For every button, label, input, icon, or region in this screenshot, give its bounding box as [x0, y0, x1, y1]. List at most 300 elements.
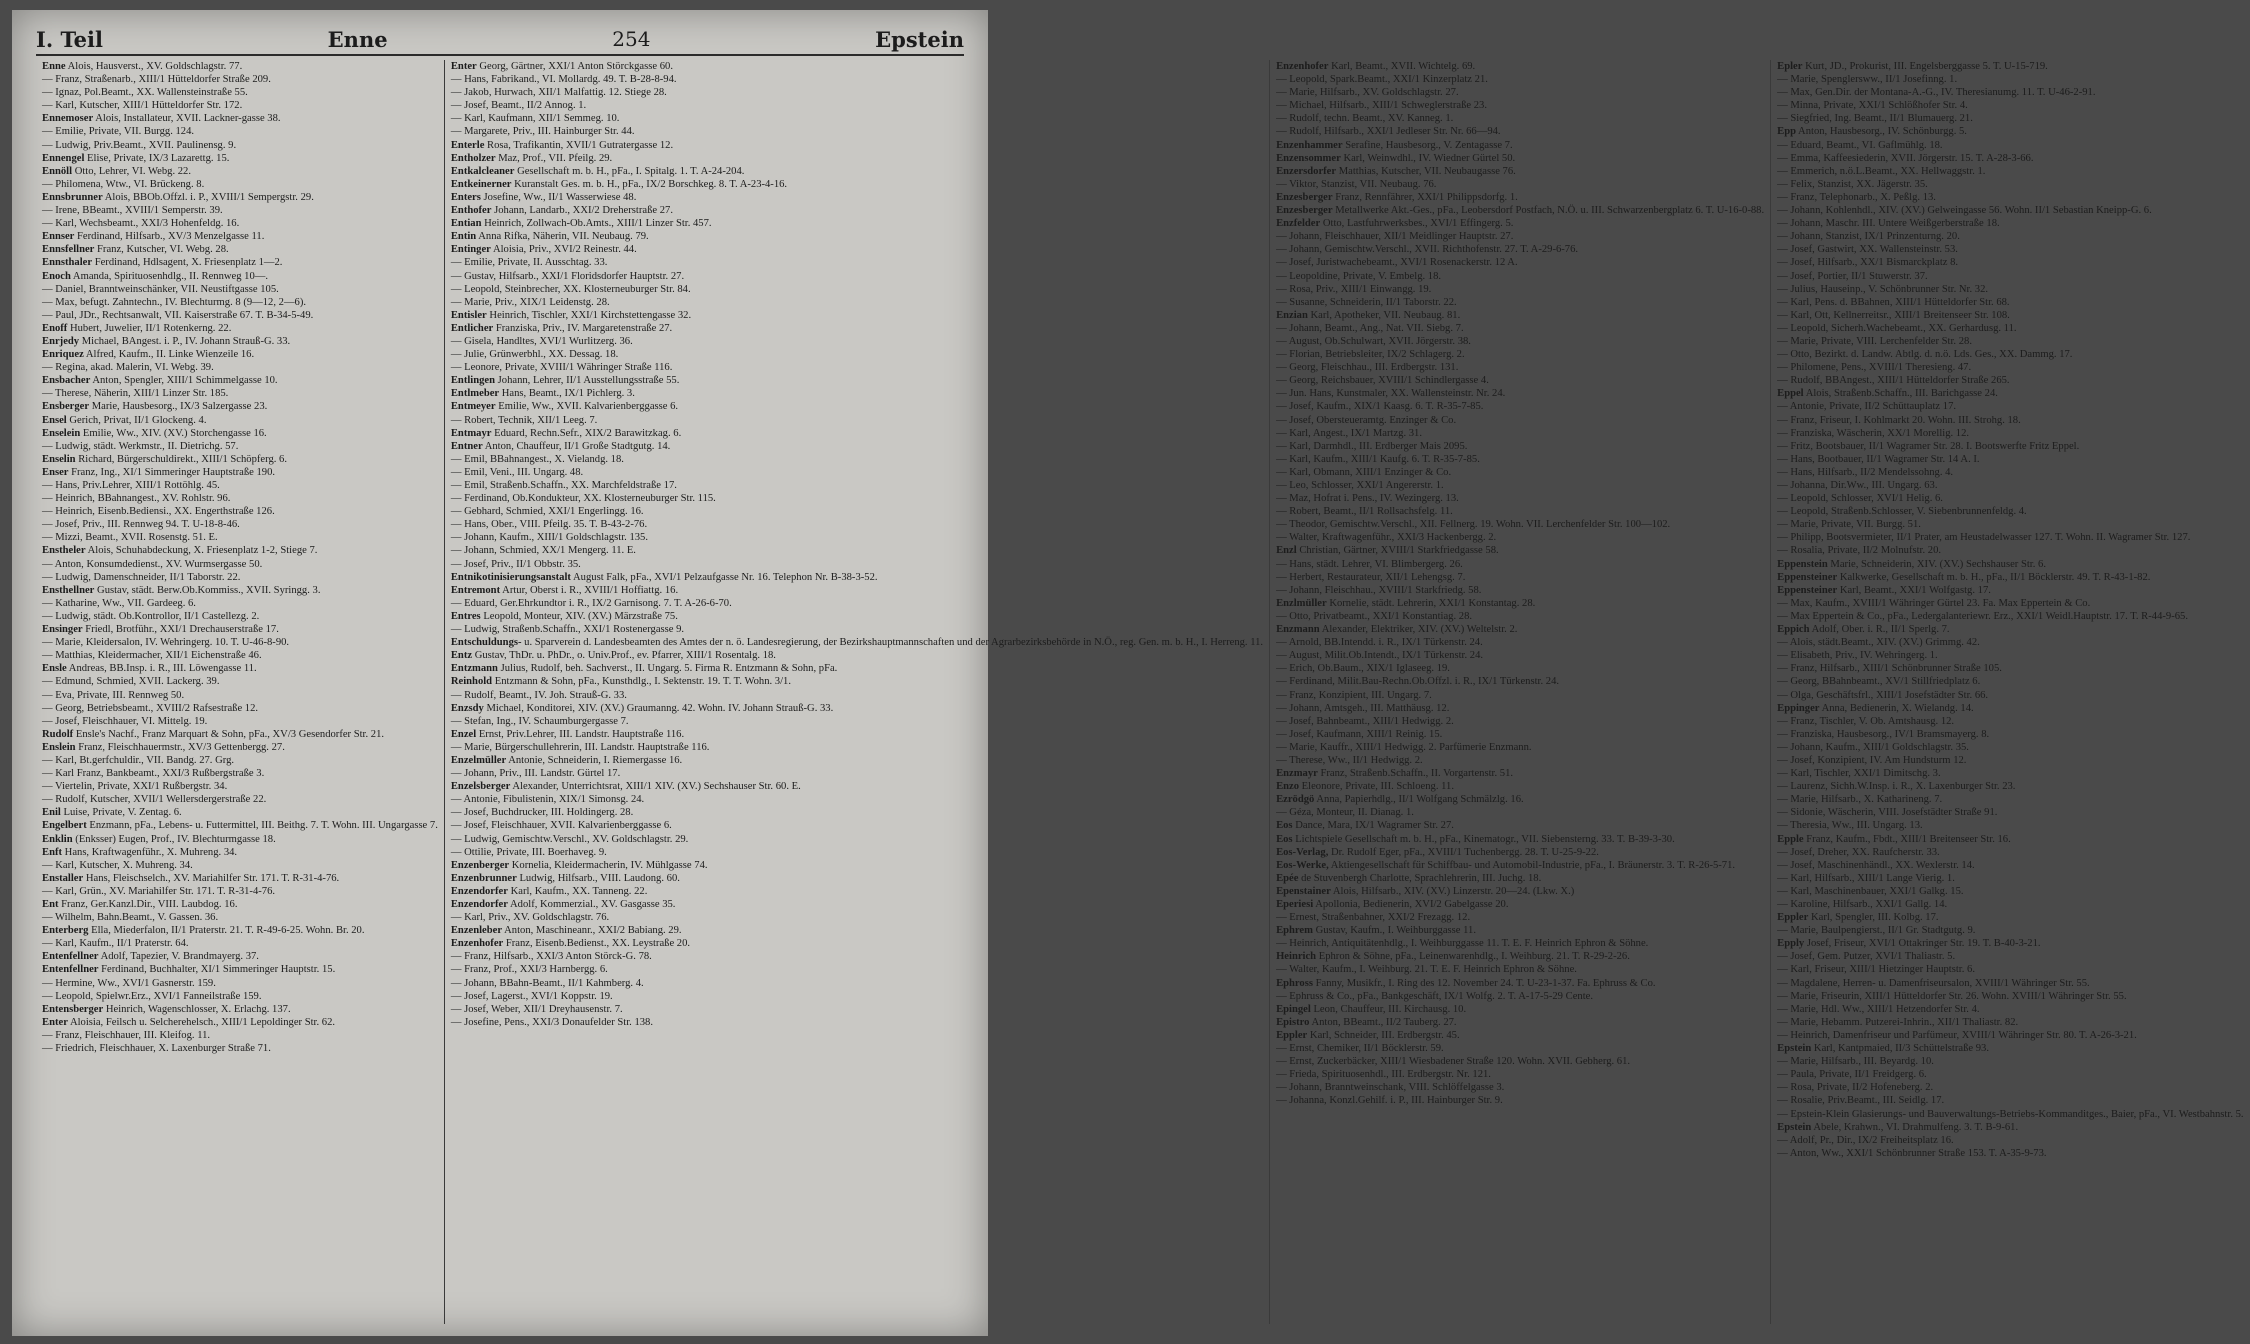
directory-entry: — Karl, Tischler, XXI/1 Dimitschg. 3. — [1777, 768, 1941, 780]
directory-entry: — Rudolf, BBAngest., XIII/1 Hütteldorfer Straße 265. — [1777, 375, 2010, 387]
directory-entry: — Marie, Hilfsarb., III. Beyardg. 10. — [1777, 1056, 1934, 1068]
directory-entry: Epler Kurt, JD., Prokurist, III. Engelsberggasse 5. T. U-15-719. — [1777, 61, 2048, 72]
directory-entry: Enzesberger Metallwerke Akt.-Ges., pFa., Leobersdorf Postfach, N.Ö. u. III. Schwarzenbergplatz 6. T. U-16-0-88. — [1276, 205, 1765, 217]
directory-entry: Eppensteiner Kalkwerke, Gesellschaft m. b. H., pFa., II/1 Böcklerstr. 49. T. R-43-1-82. — [1777, 571, 2151, 583]
directory-entry: — Heinrich, BBahnangest., XV. Rohlstr. 96. — [42, 493, 231, 505]
directory-entry: — Johann, Beamt., Ang., Nat. VII. Siebg. 7. — [1276, 322, 1464, 334]
directory-entry: — Emil, Veni., III. Ungarg. 48. — [450, 466, 584, 478]
directory-entry: — Hermine, Ww., XVI/1 Gasnerstr. 159. — [42, 977, 216, 989]
directory-entry: — Susanne, Schneiderin, II/1 Taborstr. 22. — [1276, 296, 1457, 308]
directory-entry: — Hans, Ober., VIII. Pfeilg. 35. T. B-43-2-76. — [450, 519, 648, 531]
directory-entry: — Georg, Reichsbauer, XVIII/1 Schindlergasse 4. — [1276, 375, 1489, 387]
directory-entry: — Leopold, Schlosser, XVI/1 Helig. 6. — [1777, 493, 1943, 505]
directory-entry: — Josef, Dreher, XX. Raufcherstr. 33. — [1777, 846, 1940, 858]
directory-entry: — Johanna, Konzl.Gehilf. i. P., III. Hainburger Str. 9. — [1276, 1095, 1503, 1107]
directory-entry: — Mizzi, Beamt., XVII. Rosenstg. 51. E. — [42, 532, 218, 544]
directory-entry: — Karl, Friseur, XIII/1 Hietzinger Hauptstr. 6. — [1777, 964, 1975, 976]
directory-entry: Entschuldungs- u. Sparverein d. Landesbeamten des Amtes der n. ö. Landesregierung, der Bezirkshauptmannschaften und der Agrarbezirksbehörde in N.Ö., reg. Gen. m. b. H., I. Herreng. 11. — [450, 637, 1264, 649]
directory-entry: — Karl, Wechsbeamt., XXI/3 Hohenfeldg. 16. — [42, 218, 240, 230]
directory-entry: — Fritz, Bootsbauer, II/1 Wagramer Str. 28. I. Bootswerfte Fritz Eppel. — [1777, 440, 2080, 452]
directory-entry: Enne Alois, Hausverst., XV. Goldschlagstr. 77. — [42, 61, 243, 72]
directory-entry: Eos-Verlag, Dr. Rudolf Eger, pFa., XVIII/1 Tuchenbergg. 28. T. U-25-9-22. — [1276, 846, 1599, 858]
directory-entry: Entlingen Johann, Lehrer, II/1 Ausstellungsstraße 55. — [450, 375, 680, 387]
directory-entry: — Johanna, Dir.Ww., III. Ungarg. 63. — [1777, 480, 1938, 491]
directory-entry: Epée de Stuvenbergh Charlotte, Sprachlehrerin, III. Juchg. 18. — [1276, 872, 1542, 884]
directory-entry: Eppensteiner Karl, Beamt., XXI/1 Wolfgastg. 17. — [1777, 584, 1991, 596]
directory-entry: — Ephruss & Co., pFa., Bankgeschäft, IX/1 Wolfg. 2. T. A-17-5-29 Cente. — [1276, 990, 1593, 1002]
directory-entry: — Hans, Fabrikand., VI. Mollardg. 49. T. B-28-8-94. — [450, 74, 677, 86]
directory-entry: — Karl, Kutscher, XIII/1 Hütteldorfer Str. 172. — [42, 100, 243, 112]
directory-entry: Entmeyer Emilie, Ww., XVII. Kalvarienberggasse 6. — [450, 401, 679, 413]
directory-entry: — Karl, Kaufmann, XII/1 Semmeg. 10. — [450, 113, 620, 125]
directory-entry: Enzendorfer Karl, Kaufm., XX. Tanneng. 22. — [450, 885, 648, 897]
directory-entry: — Paul, JDr., Rechtsanwalt, VII. Kaiserstraße 67. T. B-34-5-49. — [42, 309, 314, 321]
directory-entry: Enklin (Enksser) Eugen, Prof., IV. Blechturmgasse 18. — [42, 833, 276, 845]
directory-entry: Enzmann Alexander, Elektriker, XIV. (XV.) Weltelstr. 2. — [1276, 624, 1518, 636]
directory-entry: — Eduard, Beamt., VI. Gaflmühlg. 18. — [1777, 139, 1943, 151]
directory-entry: Epstein Karl, Kantpmaied, II/3 Schüttelstraße 93. — [1777, 1043, 1989, 1055]
directory-entry: Entnikotinisierungsanstalt August Falk, pFa., XVI/1 Pelzaufgasse Nr. 16. Telephon Nr. B-38-3-52. — [450, 571, 878, 583]
directory-entry: — Ferdinand, Ob.Kondukteur, XX. Klosterneuburger Str. 115. — [450, 493, 716, 505]
directory-entry: Ennengel Elise, Private, IX/3 Lazarettg. 15. — [42, 152, 230, 164]
directory-entry: — Hans, Hilfsarb., II/2 Mendelssohng. 4. — [1777, 466, 1954, 478]
directory-entry: Ensle Andreas, BB.Insp. i. R., III. Löwengasse 11. — [42, 663, 257, 675]
directory-entry: Rudolf Ensle's Nachf., Franz Marquart & Sohn, pFa., XV/3 Gesendorfer Str. 21. — [42, 728, 385, 740]
directory-entry: Entremont Artur, Oberst i. R., XVIII/1 Hoffiattg. 16. — [450, 584, 679, 596]
directory-entry: Ennser Ferdinand, Hilfsarb., XV/3 Menzelgasse 11. — [42, 231, 265, 243]
directory-entry: — Karl, Priv., XV. Goldschlagstr. 76. — [450, 912, 610, 924]
directory-entry: — Ernst, Chemiker, II/1 Böcklerstr. 59. — [1276, 1043, 1444, 1055]
directory-entry: Enslein Franz, Fleischhauermstr., XV/3 Gettenbergg. 27. — [42, 741, 285, 753]
directory-entry: — Heinrich, Eisenb.Bediensi., XX. Engerthstraße 126. — [42, 506, 275, 518]
directory-entry: — Marie, Kauffr., XIII/1 Hedwigg. 2. Parfümerie Enzmann. — [1276, 741, 1532, 753]
directory-entry: — Rosa, Private, II/2 Hofeneberg. 2. — [1777, 1082, 1934, 1094]
directory-entry: — Ottilie, Private, III. Boerhaveg. 9. — [450, 846, 607, 858]
directory-entry: Heinrich Ephron & Söhne, pFa., Leinenwarenhdlg., I. Weihburg. 21. T. R-29-2-26. — [1276, 951, 1630, 963]
directory-entry: — Herbert, Restaurateur, XII/1 Lehengsg. 7. — [1276, 571, 1466, 583]
directory-entry: — Walter, Kraftwagenführ., XXI/3 Hackenbergg. 2. — [1276, 532, 1497, 544]
directory-entry: — Florian, Betriebsleiter, IX/2 Schlagerg. 2. — [1276, 349, 1465, 361]
directory-entry: — Franziska, Hausbesorg., IV/1 Bramsmayerg. 8. — [1777, 728, 1990, 740]
directory-entry: — Epstein-Klein Glasierungs- und Bauverwaltungs-Betriebs-Kommanditges., Baier, pFa., VI. Westbahnstr. 5. — [1777, 1108, 2244, 1120]
directory-entry: Epstein Abele, Krahwn., VI. Drahmulfeng. 3. T. B-9-61. — [1777, 1121, 2019, 1133]
directory-entry: — Hans, Priv.Lehrer, XIII/1 Rottöhlg. 45. — [42, 480, 220, 491]
directory-entry: — Stefan, Ing., IV. Schaumburgergasse 7. — [450, 715, 629, 727]
directory-entry: — Laurenz, Sichh.W.Insp. i. R., X. Laxenburger Str. 23. — [1777, 781, 2016, 793]
directory-entry: — Siegfried, Ing. Beamt., II/1 Blumauerg. 21. — [1777, 113, 1973, 125]
directory-entry: — Franz, Hilfsarb., XIII/1 Schönbrunner Straße 105. — [1777, 663, 2002, 675]
directory-entry: — Otto, Bezirkt. d. Landw. Abtlg. d. n.ö. Lds. Ges., XX. Dammg. 17. — [1777, 349, 2073, 361]
directory-entry: Enzersdorfer Matthias, Kutscher, VII. Neubaugasse 76. — [1276, 165, 1516, 177]
directory-columns — [36, 60, 2244, 1324]
directory-entry: — Ludwig, Priv.Beamt., XVII. Paulinensg. 9. — [42, 139, 237, 151]
directory-entry: — Heinrich, Damenfriseur und Parfümeur, XVIII/1 Währinger Str. 80. T. A-26-3-21. — [1777, 1029, 2137, 1041]
directory-entry: — Johann, Kohlenhdl., XIV. (XV.) Gelweingasse 56. Wohn. II/1 Sebastian Kneipp-G. 6. — [1777, 205, 2152, 217]
directory-entry: — Heinrich, Antiquitätenhdlg., I. Weihburggasse 11. T. E. F. Heinrich Ephron & Söhne. — [1276, 938, 1649, 950]
directory-entry: Enoch Amanda, Spirituosenhdlg., II. Rennweg 10—. — [42, 270, 268, 282]
directory-entry: — Karl, Hilfsarb., XIII/1 Lange Vierig. 1. — [1777, 872, 1955, 884]
directory-entry: — Therese, Ww., II/1 Hedwigg. 2. — [1276, 754, 1423, 766]
directory-entry: — Katharine, Ww., VII. Gardeeg. 6. — [42, 597, 196, 609]
directory-entry: — Ludwig, Damenschneider, II/1 Taborstr. 22. — [42, 571, 241, 583]
directory-entry: — Josef, Konzipient, IV. Am Hundsturm 12. — [1777, 754, 1967, 766]
directory-entry: — Marie, Private, VIII. Lerchenfelder Str. 28. — [1777, 335, 1972, 347]
directory-entry: — Marie, Private, VII. Burgg. 51. — [1777, 519, 1921, 531]
directory-entry: — Theodor, Gemischtw.Verschl., XII. Fellnerg. 19. Wohn. VII. Lerchenfelder Str. 100—102. — [1276, 519, 1671, 531]
directory-entry: — Johann, Amtsgeh., III. Matthäusg. 12. — [1276, 702, 1450, 714]
directory-entry: — Hans, Bootbauer, II/1 Wagramer Str. 14 A. I. — [1777, 453, 1980, 465]
directory-entry: — Frieda, Spirituosenhdl., III. Erdbergstr. Nr. 121. — [1276, 1069, 1491, 1081]
directory-entry: — Felix, Stanzist, XX. Jägerstr. 35. — [1777, 178, 1928, 190]
directory-entry: Entenfellner Ferdinand, Buchhalter, XI/1 Simmeringer Hauptstr. 15. — [42, 964, 336, 976]
directory-entry: — Ernest, Straßenbahner, XXI/2 Frezagg. 12. — [1276, 912, 1471, 924]
directory-entry: Enzenhofer Karl, Beamt., XVII. Wichtelg. 69. — [1276, 61, 1476, 72]
directory-entry: — Marie, Hilfsarb., X. Katharineng. 7. — [1777, 794, 1943, 806]
directory-entry: — Ludwig, städt. Ob.Kontrollor, II/1 Castellezg. 2. — [42, 610, 260, 622]
directory-entry: — Georg, BBahnbeamt., XV/1 Stillfriedplatz 6. — [1777, 676, 1981, 688]
directory-entry: — Karl, Kaufm., II/1 Praterstr. 64. — [42, 938, 189, 950]
directory-entry: — Josef, Kaufmann, XIII/1 Reinig. 15. — [1276, 728, 1443, 740]
directory-entry: — Marie, Bürgerschullehrerin, III. Landstr. Hauptstraße 116. — [450, 741, 710, 753]
directory-entry: Ensbacher Anton, Spengler, XIII/1 Schimmelgasse 10. — [42, 375, 278, 387]
directory-entry: Epply Josef, Friseur, XVI/1 Ottakringer Str. 19. T. B-40-3-21. — [1777, 938, 2041, 950]
directory-entry: Enzenhofer Franz, Eisenb.Bedienst., XX. Leystraße 20. — [450, 938, 691, 950]
directory-entry: — Erich, Ob.Baum., XIX/1 Iglaseeg. 19. — [1276, 663, 1450, 675]
directory-entry: Entholzer Maz, Prof., VII. Pfeilg. 29. — [450, 152, 613, 164]
directory-entry: — Ludwig, städt. Werkmstr., II. Dietrichg. 57. — [42, 440, 239, 452]
directory-entry: — Marie, Friseurin, XIII/1 Hütteldorfer Str. 26. Wohn. XVIII/1 Währinger Str. 55. — [1777, 990, 2127, 1002]
directory-entry: Enzo Eleonore, Private, III. Schloeng. 11. — [1276, 781, 1454, 793]
directory-entry: Enzel Ernst, Priv.Lehrer, III. Landstr. Hauptstraße 116. — [450, 728, 685, 740]
directory-entry: — Theresia, Ww., III. Ungarg. 13. — [1777, 820, 1923, 832]
directory-entry: Eppler Karl, Spengler, III. Kolbg. 17. — [1777, 912, 1939, 924]
directory-entry: — Emilie, Private, II. Ausschtag. 33. — [450, 257, 608, 269]
directory-entry: — Max, Gen.Dir. der Montana-A.-G., IV. Theresianumg. 11. T. U-46-2-91. — [1777, 87, 2096, 99]
directory-entry: Epingel Leon, Chauffeur, III. Kirchausg. 10. — [1276, 1003, 1467, 1015]
directory-entry: — Anton, Ww., XXI/1 Schönbrunner Straße 153. T. A-35-9-73. — [1777, 1147, 2047, 1159]
directory-entry: Entmayr Eduard, Rechn.Sefr., XIX/2 Barawitzkag. 6. — [450, 427, 682, 439]
directory-entry: Ennemoser Alois, Installateur, XVII. Lackner-gasse 38. — [42, 113, 281, 125]
directory-entry: — Antonie, Fibulistenin, XIX/1 Simonsg. 24. — [450, 794, 645, 806]
directory-entry: Entlicher Franziska, Priv., IV. Margaretenstraße 27. — [450, 322, 673, 334]
directory-entry: Entensberger Heinrich, Wagenschlosser, X. Erlachg. 137. — [42, 1003, 291, 1015]
directory-entry: Eperiesi Apollonia, Bedienerin, XVI/2 Gabelgasse 20. — [1276, 899, 1509, 910]
first-name-heading: Enne — [327, 26, 388, 52]
directory-entry: — Philipp, Bootsvermieter, II/1 Prater, am Heustadelwasser 127. T. Wohn. II. Wagramer Str. 127. — [1777, 532, 2191, 544]
directory-entry: — Michael, Hilfsarb., XIII/1 Schweglerstraße 23. — [1276, 100, 1487, 112]
directory-entry: Entian Heinrich, Zollwach-Ob.Amts., XIII/1 Linzer Str. 457. — [450, 218, 712, 230]
directory-entry: Enthofer Johann, Landarb., XXI/2 Dreherstraße 27. — [450, 205, 673, 217]
directory-page — [12, 10, 2244, 1336]
directory-entry: Ent Franz, Ger.Kanzl.Dir., VIII. Laubdog. 16. — [42, 899, 238, 910]
directory-entry: Enzfelder Otto, Lastfuhrwerksbes., XVI/1 Effingerg. 5. — [1276, 218, 1514, 230]
directory-entry: Enzensommer Karl, Weinwdhl., IV. Wiedner Gürtel 50. — [1276, 152, 1516, 164]
directory-entry: Enser Franz, Ing., XI/1 Simmeringer Hauptstraße 190. — [42, 466, 276, 478]
directory-entry: — Regina, akad. Malerin, VI. Webg. 39. — [42, 362, 214, 374]
directory-entry: — Leopold, Spark.Beamt., XXI/1 Kinzerplatz 21. — [1276, 74, 1488, 86]
directory-entry: — Josef, Kaufm., XIX/1 Kaasg. 6. T. R-35-7-85. — [1276, 401, 1484, 413]
directory-entry: Enzl Christian, Gärtner, XVIII/1 Starkfriedgasse 58. — [1276, 545, 1499, 557]
directory-entry: Ensinger Friedl, Brotführ., XXI/1 Drechauserstraße 17. — [42, 624, 279, 636]
directory-entry: Enrjedy Michael, BAngest. i. P., IV. Johann Strauß-G. 33. — [42, 335, 291, 347]
directory-entry: — Josef, Portier, II/1 Stuwerstr. 37. — [1777, 270, 1928, 282]
directory-entry: — Robert, Technik, XII/1 Leeg. 7. — [450, 414, 598, 426]
directory-entry: Ezrödgö Anna, Papierhdlg., II/1 Wolfgang Schmälzlg. 16. — [1276, 794, 1524, 806]
column-1 — [36, 60, 445, 1324]
directory-entry: Eppel Alois, Straßenb.Schaffn., III. Barichgasse 24. — [1777, 388, 1998, 400]
directory-entry: — Matthias, Kleidermacher, XII/1 Eichenstraße 46. — [42, 650, 262, 662]
directory-entry: Enter Georg, Gärtner, XXI/1 Anton Störckgasse 60. — [450, 61, 673, 72]
directory-entry: Ennsthaler Ferdinand, Hdlsagent, X. Friesenplatz 1—2. — [42, 257, 283, 269]
directory-entry: — Josef, Fleischhauer, VI. Mittelg. 19. — [42, 715, 208, 727]
directory-entry: — Rudolf, Kutscher, XVII/1 Wellersdergerstraße 22. — [42, 794, 267, 806]
directory-entry: — Johann, Branntweinschank, VIII. Schlöffelgasse 3. — [1276, 1082, 1505, 1094]
directory-entry: Enstaller Hans, Fleischselch., XV. Mariahilfer Str. 171. T. R-31-4-76. — [42, 872, 340, 884]
directory-entry: — Anton, Konsumdedienst., XV. Wurmsergasse 50. — [42, 558, 263, 570]
directory-entry: — Marie, Priv., XIX/1 Leidenstg. 28. — [450, 296, 610, 308]
directory-entry: — Rudolf, Hilfsarb., XXI/1 Jedleser Str. Nr. 66—94. — [1276, 126, 1501, 138]
directory-entry: Epple Franz, Kaufm., Fbdt., XIII/1 Breitenseer Str. 16. — [1777, 833, 2011, 845]
directory-entry: Eos Lichtspiele Gesellschaft m. b. H., pFa., Kinematogr., VII. Siebensterng. 33. T. B-39-3-30. — [1276, 833, 1675, 845]
directory-entry: — Josef, Priv., III. Rennweg 94. T. U-18-8-46. — [42, 519, 240, 531]
directory-entry: — Margarete, Priv., III. Hainburger Str. 44. — [450, 126, 635, 138]
directory-entry: Enzenhammer Serafine, Hausbesorg., V. Zentagasse 7. — [1276, 139, 1513, 151]
directory-entry: — Therese, Näherin, XIII/1 Linzer Str. 185. — [42, 388, 229, 400]
directory-entry: — Josef, Juristwachebeamt., XVI/1 Rosenackerstr. 12 A. — [1276, 257, 1518, 269]
directory-entry: Eppinger Anna, Bedienerin, X. Wielandg. 14. — [1777, 702, 1974, 714]
directory-entry: Enstheler Alois, Schuhabdeckung, X. Friesenplatz 1-2, Stiege 7. — [42, 545, 318, 557]
directory-entry: — Viertelin, Private, XXI/1 Rußbergstr. 34. — [42, 781, 228, 793]
directory-entry: — Karl, Obmann, XIII/1 Enzinger & Co. — [1276, 466, 1452, 478]
directory-entry: — Josef, Lagerst., XVI/1 Koppstr. 19. — [450, 990, 613, 1002]
directory-entry: Enzian Karl, Apotheker, VII. Neubaug. 81. — [1276, 309, 1461, 321]
directory-entry: — Karl, Angest., IX/1 Martzg. 31. — [1276, 427, 1422, 439]
directory-entry: — Rudolf, techn. Beamt., XV. Kanneg. 1. — [1276, 113, 1454, 125]
directory-entry: Enzmayr Franz, Straßenb.Schaffn., II. Vorgartenstr. 51. — [1276, 768, 1514, 780]
directory-entry: Eppler Karl, Schneider, III. Erdbergstr. 45. — [1276, 1029, 1460, 1041]
directory-entry: Entkalcleaner Gesellschaft m. b. H., pFa., I. Spitalg. 1. T. A-24-204. — [450, 165, 745, 177]
directory-entry: — Josef, Buchdrucker, III. Holdingerg. 28. — [450, 807, 634, 819]
directory-entry: — Magdalene, Herren- u. Damenfriseursalon, XVIII/1 Währinger Str. 55. — [1777, 977, 2090, 989]
directory-entry: Enselin Richard, Bürgerschuldirekt., XIII/1 Schöpferg. 6. — [42, 453, 287, 465]
directory-entry: Enzsdy Michael, Konditorei, XIV. (XV.) Graumanng. 42. Wohn. IV. Johann Strauß-G. 33. — [450, 702, 834, 714]
directory-entry: — Gustav, Hilfsarb., XXI/1 Floridsdorfer Hauptstr. 27. — [450, 270, 685, 282]
directory-entry: — Franz, Hilfsarb., XXI/3 Anton Störck-G. 78. — [450, 951, 652, 963]
directory-entry: Ensberger Marie, Hausbesorg., IX/3 Salzergasse 23. — [42, 401, 268, 413]
directory-entry: — Franz, Prof., XXI/3 Harnbergg. 6. — [450, 964, 608, 976]
directory-entry: — Daniel, Branntweinschänker, VII. Neustiftgasse 105. — [42, 283, 279, 295]
directory-entry: — Edmund, Schmied, XVII. Lackerg. 39. — [42, 676, 220, 688]
directory-entry: Enft Hans, Kraftwagenführ., X. Muhreng. 34. — [42, 846, 238, 858]
directory-entry: — Josef, Maschinenhändl., XX. Wexlerstr. 14. — [1777, 859, 1975, 871]
directory-entry: — Johann, Fleischhau., XVIII/1 Starkfriedg. 58. — [1276, 584, 1482, 596]
directory-entry: Entkeinerner Kuranstalt Ges. m. b. H., pFa., IX/2 Borschkeg. 8. T. A-23-4-16. — [450, 178, 788, 190]
directory-entry: — Eduard, Ger.Ehrkundtor i. R., IX/2 Garnisong. 7. T. A-26-6-70. — [450, 597, 732, 609]
directory-entry: Enterberg Ella, Miederfalon, II/1 Praterstr. 21. T. R-49-6-25. Wohn. Br. 20. — [42, 925, 365, 937]
directory-entry: Enzelmüller Antonie, Schneiderin, I. Riemergasse 16. — [450, 754, 683, 766]
directory-entry: — Robert, Beamt., II/1 Rollsachsfelg. 11. — [1276, 506, 1453, 518]
directory-entry: — Josef, Hilfsarb., XX/1 Bismarckplatz 8. — [1777, 257, 1959, 269]
directory-entry: — Johann, Kaufm., XIII/1 Goldschlagstr. 135. — [450, 532, 648, 544]
directory-entry: — Marie, Spenglersww., II/1 Josefinng. 1. — [1777, 74, 1958, 86]
directory-entry: Enterle Rosa, Trafikantin, XVII/1 Gutratergasse 12. — [450, 139, 674, 151]
directory-entry: — Josef, Priv., II/1 Obbstr. 35. — [450, 558, 581, 570]
directory-entry: — Emil, BBahnangest., X. Vielandg. 18. — [450, 453, 624, 465]
directory-entry: — Marie, Kleidersalon, IV. Wehringerg. 10. T. U-46-8-90. — [42, 637, 290, 649]
directory-entry: — Georg, Fleischhau., III. Erdbergstr. 131. — [1276, 362, 1459, 374]
directory-entry: — Karl, Ott, Kellnerreitsr., XIII/1 Breitenseer Str. 108. — [1777, 309, 2010, 321]
directory-entry: Enzesberger Franz, Rennfährer, XXI/1 Philippsdorfg. 1. — [1276, 191, 1518, 203]
directory-entry: Eos-Werke, Aktiengesellschaft für Schiffbau- und Automobil-Industrie, pFa., I. Bräunerstr. 3. T. R-26-5-71. — [1276, 859, 1736, 871]
directory-entry: Enzelsberger Alexander, Unterrichtsrat, XIII/1 XIV. (XV.) Sechshauser Str. 60. E. — [450, 781, 801, 793]
directory-entry: — Karl, Pens. d. BBahnen, XIII/1 Hütteldorfer Str. 68. — [1777, 296, 2010, 308]
directory-entry: — Johann, Stanzist, IX/1 Prinzenturng. 20. — [1777, 231, 1960, 243]
directory-entry: — Josef, Beamt., II/2 Annog. 1. — [450, 100, 587, 112]
directory-entry: — Géza, Monteur, II. Dianag. 1. — [1276, 807, 1414, 819]
directory-entry: Enzlmüller Kornelie, städt. Lehrerin, XXI/1 Konstantag. 28. — [1276, 597, 1536, 609]
directory-entry: — Ludwig, Gemischtw.Verschl., XV. Goldschlagstr. 29. — [450, 833, 689, 845]
directory-entry: — Johann, Gemischtw.Verschl., XVII. Richthofenstr. 27. T. A-29-6-76. — [1276, 244, 1579, 256]
directory-entry: — Josefine, Pens., XXI/3 Donaufelder Str. 138. — [450, 1016, 653, 1028]
directory-entry: — Franz, Fleischhauer, III. Kleifog. 11. — [42, 1029, 211, 1041]
directory-entry: — Julie, Grünwerbhl., XX. Dessag. 18. — [450, 349, 619, 361]
directory-entry: — Johann, BBahn-Beamt., II/1 Kahmberg. 4. — [450, 977, 644, 989]
directory-entry: Eppich Adolf, Ober. i. R., II/1 Sperlg. 7. — [1777, 624, 1950, 636]
directory-entry: — Arnold, BB.Intendd. i. R., IX/1 Türkenstr. 24. — [1276, 637, 1483, 649]
directory-entry: — Emmerich, n.ö.L.Beamt., XX. Hellwaggstr. 1. — [1777, 165, 1986, 177]
directory-entry: — Leopold, Sicherh.Wachebeamt., XX. Gerhardusg. 11. — [1777, 322, 2017, 334]
directory-entry: Enzenberger Kornelia, Kleidermacherin, IV. Mühlgasse 74. — [450, 859, 708, 871]
directory-entry: Enters Josefine, Ww., II/1 Wasserwiese 48. — [450, 191, 637, 203]
directory-entry: — Josef, Weber, XII/1 Dreyhausenstr. 7. — [450, 1003, 623, 1015]
directory-entry: — Josef, Bahnbeamt., XIII/1 Hedwigg. 2. — [1276, 715, 1454, 727]
column-3 — [1270, 60, 1771, 1324]
directory-entry: Entenfellner Adolf, Tapezier, V. Brandmayerg. 37. — [42, 951, 259, 963]
directory-entry: — Otto, Privatbeamt., XXI/1 Konstantiag. 28. — [1276, 610, 1473, 622]
directory-entry: — Georg, Betriebsbeamt., XVIII/2 Rafsestraße 12. — [42, 702, 259, 714]
directory-entry: Enoff Hubert, Juwelier, II/1 Rotenkerng. 22. — [42, 322, 232, 334]
directory-entry: Ennöll Otto, Lehrer, VI. Webg. 22. — [42, 165, 192, 177]
page-number: 254 — [612, 27, 651, 51]
directory-entry: — August, Ob.Schulwart, XVII. Jörgerstr. 38. — [1276, 335, 1471, 347]
directory-entry: — Hans, städt. Lehrer, VI. Blimbergerg. 26. — [1276, 558, 1463, 570]
directory-entry: — Johann, Maschr. III. Untere Weißgerberstraße 18. — [1777, 218, 2000, 230]
directory-entry: — Franz, Konzipient, III. Ungarg. 7. — [1276, 689, 1432, 701]
directory-entry: — Karl, Darmhdl., III. Erdberger Mais 2095. — [1276, 440, 1468, 452]
directory-entry: — Paula, Private, II/1 Freidgerg. 6. — [1777, 1069, 1927, 1081]
directory-entry: — Walter, Kaufm., I. Weihburg. 21. T. E. F. Heinrich Ephron & Söhne. — [1276, 964, 1577, 976]
directory-entry: — Rudolf, Beamt., IV. Joh. Strauß-G. 33. — [450, 689, 627, 701]
directory-entry: Ephrem Gustav, Kaufm., I. Weihburggasse 11. — [1276, 925, 1476, 937]
directory-entry: — Josef, Gem. Putzer, XVI/1 Thaliastr. 5. — [1777, 951, 1956, 963]
directory-entry: — Franz, Straßenarb., XIII/1 Hütteldorfer Straße 209. — [42, 74, 271, 86]
directory-entry: — Johann, Schmied, XX/1 Mengerg. 11. E. — [450, 545, 636, 557]
directory-entry: — Ignaz, Pol.Beamt., XX. Wallensteinstraße 55. — [42, 87, 248, 99]
directory-entry: — Karl, Kutscher, X. Muhreng. 34. — [42, 859, 193, 871]
directory-entry: — Adolf, Pr., Dir., IX/2 Freiheitsplatz 16. — [1777, 1134, 1954, 1146]
directory-entry: — Viktor, Stanzist, VII. Neubaug. 76. — [1276, 178, 1437, 190]
directory-entry: — Josef, Obersteueramtg. Enzinger & Co. — [1276, 414, 1457, 426]
directory-entry: — Emma, Kaffeesiederin, XVII. Jörgerstr. 15. T. A-28-3-66. — [1777, 152, 2034, 164]
directory-entry: Entisler Heinrich, Tischler, XXI/1 Kirchstettengasse 32. — [450, 309, 692, 321]
directory-entry: — Rosalia, Private, II/2 Molnufstr. 20. — [1777, 545, 1942, 557]
directory-entry: — Ernst, Zuckerbäcker, XIII/1 Wiesbadener Straße 120. Wohn. XVII. Gebherg. 61. — [1276, 1056, 1631, 1068]
directory-entry: Engelbert Enzmann, pFa., Lebens- u. Futtermittel, III. Beithg. 7. T. Wohn. III. Ungargasse 7. — [42, 820, 438, 832]
directory-entry: Eos Dance, Mara, IX/1 Wagramer Str. 27. — [1276, 820, 1454, 832]
directory-entry: — Marie, Hilfsarb., XV. Goldschlagstr. 27. — [1276, 87, 1459, 99]
directory-entry: Eppenstein Marie, Schneiderin, XIV. (XV.) Sechshauser Str. 6. — [1777, 558, 2046, 570]
page-header — [36, 24, 964, 56]
directory-entry: Ensthellner Gustav, städt. Berw.Ob.Kommiss., XVII. Syringg. 3. — [42, 584, 321, 596]
directory-entry: Ennsfellner Franz, Kutscher, VI. Webg. 28. — [42, 244, 229, 256]
directory-entry: — Karl Franz, Bankbeamt., XXI/3 Rußbergstraße 3. — [42, 768, 265, 780]
last-name-heading: Epstein — [875, 26, 964, 52]
directory-entry: — Leopold, Steinbrecher, XX. Klosterneuburger Str. 84. — [450, 283, 691, 295]
directory-entry: — Olga, Geschäftsfrl., XIII/1 Josefstädter Str. 66. — [1777, 689, 1989, 701]
directory-entry: Epenstainer Alois, Hilfsarb., XIV. (XV.) Linzerstr. 20—24. (Lkw. X.) — [1276, 885, 1575, 897]
directory-entry: — Max Eppertein & Co., pFa., Ledergalanteriewr. Erz., XXI/1 Weidl.Hauptstr. 17. T. R-44-9-65. — [1777, 610, 2188, 622]
directory-entry: — Rosalie, Priv.Beamt., III. Seidlg. 17. — [1777, 1095, 1945, 1107]
directory-entry: — Julius, Hauseinp., V. Schönbrunner Str. Nr. 32. — [1777, 283, 1989, 295]
directory-entry: — Antonie, Private, II/2 Schüttauplatz 17. — [1777, 401, 1957, 413]
directory-entry: Entz Gustav, ThDr. u. PhDr., o. Univ.Prof., ev. Pfarrer, XIII/1 Rosentalg. 18. — [450, 650, 776, 662]
directory-entry: — Gebhard, Schmied, XXI/1 Engerlingg. 16. — [450, 506, 644, 518]
directory-entry: — Ferdinand, Milit.Bau-Rechn.Ob.Offzl. i. R., IX/1 Türkenstr. 24. — [1276, 676, 1560, 688]
directory-entry: — Leo, Schlosser, XXI/1 Angererstr. 1. — [1276, 480, 1444, 491]
directory-entry: — Max, Kaufm., XVIII/1 Währinger Gürtel 23. Fa. Max Eppertein & Co. — [1777, 597, 2091, 609]
directory-entry: — Johann, Fleischhauer, XII/1 Meidlinger Hauptstr. 27. — [1276, 231, 1514, 243]
directory-entry: — Marie, Hdl. Ww., XIII/1 Hetzendorfer Str. 4. — [1777, 1003, 1980, 1015]
directory-entry: — Minna, Private, XXI/1 Schlößhofer Str. 4. — [1777, 100, 1968, 112]
directory-entry: Enil Luise, Private, V. Zentag. 6. — [42, 807, 182, 819]
directory-entry: — Wilhelm, Bahn.Beamt., V. Gassen. 36. — [42, 912, 219, 924]
directory-entry: — Marie, Baulpengierst., II/1 Gr. Stadtgutg. 9. — [1777, 925, 1976, 937]
directory-entry: — Franz, Tischler, V. Ob. Amtshausg. 12. — [1777, 715, 1955, 727]
column-4 — [1771, 60, 2249, 1324]
directory-entry: Ensel Gerich, Privat, II/1 Glockeng. 4. — [42, 414, 207, 426]
directory-entry: — Emil, Straßenb.Schaffn., XX. Marchfeldstraße 17. — [450, 480, 677, 491]
directory-entry: Enzenleber Anton, Maschineanr., XXI/2 Babiang. 29. — [450, 925, 682, 937]
directory-entry: Entzmann Julius, Rudolf, beh. Sachverst., II. Ungarg. 5. Firma R. Entzmann & Sohn, pFa. — [450, 663, 838, 675]
directory-entry: — August, Milit.Ob.Intendt., IX/1 Türkenstr. 24. — [1276, 650, 1484, 662]
directory-entry: — Marie, Hebamm. Putzerei-Inhrin., XII/1 Thaliastr. 82. — [1777, 1016, 2019, 1028]
directory-entry: — Franziska, Wäscherin, XX/1 Morellig. 12. — [1777, 427, 1970, 439]
directory-entry: — Johann, Kaufm., XIII/1 Goldschlagstr. 35. — [1777, 741, 1969, 753]
section-label: I. Teil — [36, 26, 103, 52]
directory-entry: Entin Anna Rifka, Näherin, VII. Neubaug. 79. — [450, 231, 649, 243]
directory-entry: — Leopoldine, Private, V. Embelg. 18. — [1276, 270, 1442, 282]
directory-entry: — Ludwig, Straßenb.Schaffn., XXI/1 Rostenergasse 9. — [450, 624, 685, 636]
directory-entry: Epp Anton, Hausbesorg., IV. Schönburgg. 5. — [1777, 126, 1967, 138]
directory-entry: — Sidonie, Wäscherin, VIII. Josefstädter Straße 91. — [1777, 807, 1998, 819]
directory-entry: — Franz, Telephonarb., X. Peßlg. 13. — [1777, 191, 1936, 203]
directory-entry: — Irene, BBeamt., XVIII/1 Semperstr. 39. — [42, 205, 223, 217]
directory-entry: — Max, befugt. Zahntechn., IV. Blechturmg. 8 (9—12, 2—6). — [42, 296, 307, 308]
directory-entry: Enter Aloisia, Feilsch u. Selcherehelsch., XIII/1 Lepoldinger Str. 62. — [42, 1016, 336, 1028]
directory-entry: — Gisela, Handltes, XVI/1 Wurlitzerg. 36. — [450, 335, 633, 347]
directory-entry: Enzenbrunner Ludwig, Hilfsarb., VIII. Laudong. 60. — [450, 872, 680, 884]
directory-entry: — Alois, städt.Beamt., XIV. (XV.) Grimmg. 42. — [1777, 637, 1980, 649]
directory-entry: Ephross Fanny, Musikfr., I. Ring des 12. November 24. T. U-23-1-37. Fa. Ephruss & Co. — [1276, 977, 1656, 989]
directory-entry: — Karl, Grün., XV. Mariahilfer Str. 171. T. R-31-4-76. — [42, 885, 276, 897]
directory-entry: Reinhold Entzmann & Sohn, pFa., Kunsthdlg., I. Sektenstr. 19. T. T. Wohn. 3/1. — [450, 676, 791, 688]
directory-entry: — Elisabeth, Priv., IV. Wehringerg. 1. — [1777, 650, 1938, 662]
directory-entry: — Eva, Private, III. Rennweg 50. — [42, 689, 185, 701]
directory-entry: — Franz, Friseur, I. Kohlmarkt 20. Wohn. III. Strohg. 18. — [1777, 414, 2021, 426]
directory-entry: — Philomene, Pens., XVIII/1 Theresieng. 47. — [1777, 362, 1972, 374]
directory-entry: Enselein Emilie, Ww., XIV. (XV.) Storchengasse 16. — [42, 427, 267, 439]
directory-entry: Entner Anton, Chauffeur, II/1 Große Stadtgutg. 14. — [450, 440, 671, 452]
